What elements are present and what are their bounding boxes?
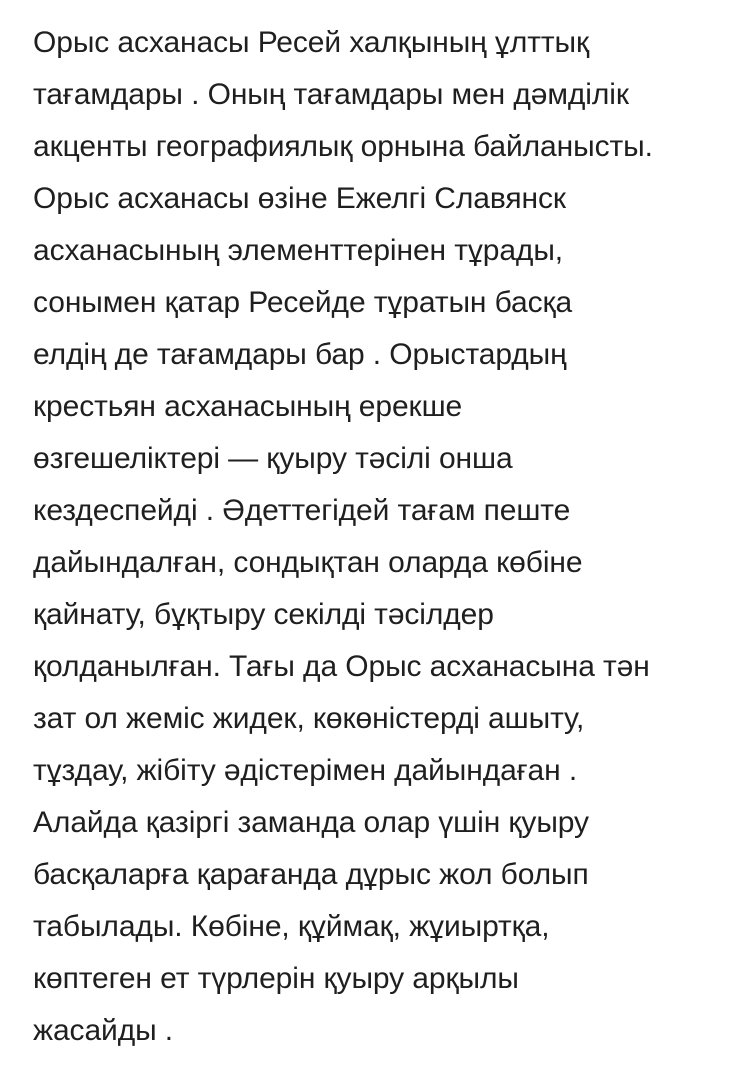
text-line: басқаларға қарағанда дұрыс жол болып [33, 858, 589, 891]
text-line: көптеген ет түрлерін қуыру арқылы [33, 962, 519, 995]
text-line: сонымен қатар Ресейде тұратын басқа [33, 286, 573, 319]
text-line: қайнату, бұқтыру секілді тәсілдер [33, 598, 494, 631]
text-line: Алайда қазіргі заманда олар үшін қуыру [33, 806, 589, 839]
text-line: өзгешеліктері — қуыру тәсілі онша [33, 442, 513, 475]
text-line: зат ол жеміс жидек, көкөністерді ашыту, [33, 702, 585, 735]
text-line: тұздау, жібіту әдістерімен дайындаған . [33, 754, 578, 787]
text-line: асханасының элементтерінен тұрады, [33, 234, 564, 267]
text-line: табылады. Көбіне, құймақ, жұиыртқа, [33, 910, 550, 943]
text-line: Орыс асханасы өзіне Ежелгі Славянск [33, 182, 566, 215]
text-line: қолданылған. Тағы да Орыс асханасына тән [33, 650, 650, 683]
text-line: тағамдары . Оның тағамдары мен дәмділік [33, 78, 629, 111]
text-line: Орыс асханасы Ресей халқының ұлттық [33, 26, 589, 59]
text-line: акценты географиялық орнына байланысты. [33, 130, 653, 163]
text-line: крестьян асханасының ерекше [33, 390, 463, 423]
text-line: жасайды . [33, 1014, 174, 1047]
text-line: кездеспейді . Әдеттегідей тағам пеште [33, 494, 571, 527]
text-line: дайындалған, сондықтан оларда көбіне [33, 546, 583, 579]
text-line: елдің де тағамдары бар . Орыстардың [33, 338, 567, 371]
